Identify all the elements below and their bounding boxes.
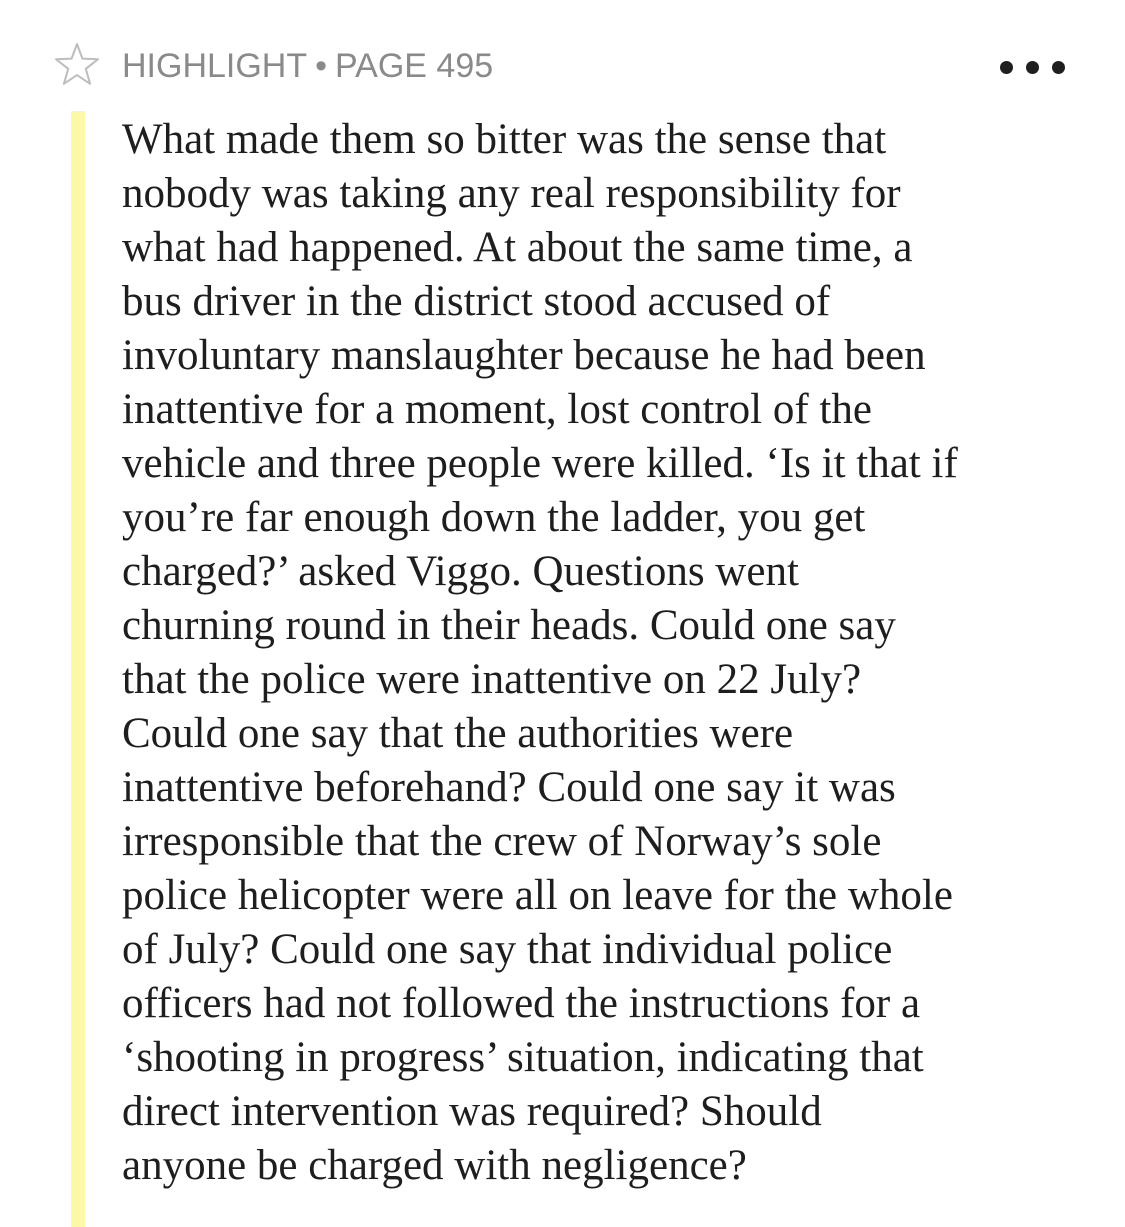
highlight-text-line: charged?’ asked Viggo. Questions went [122, 548, 799, 595]
highlight-text-line: bus driver in the district stood accused of [122, 278, 831, 325]
page-number-label: PAGE 495 [335, 47, 494, 85]
highlight-text-line: of July? Could one say that individual police [122, 926, 893, 973]
more-options-button[interactable] [990, 46, 1076, 90]
highlight-text-line: inattentive for a moment, lost control of the [122, 386, 872, 433]
highlight-text-line: vehicle and three people were killed. ‘Is it that if [122, 440, 958, 487]
highlight-text-line: direct intervention was required? Should [122, 1088, 822, 1135]
highlight-text-line: you’re far enough down the ladder, you get [122, 494, 866, 541]
highlight-color-bar [71, 111, 85, 1227]
more-horizontal-icon [1026, 61, 1039, 74]
highlight-type-label: HIGHLIGHT [122, 47, 308, 85]
more-horizontal-icon [1000, 61, 1013, 74]
highlight-text-line: ‘shooting in progress’ situation, indicating that [122, 1034, 924, 1081]
highlight-text-line: anyone be charged with negligence? [122, 1142, 747, 1189]
star-outline-icon[interactable] [52, 40, 102, 90]
highlight-text-line: irresponsible that the crew of Norway’s sole [122, 818, 882, 865]
highlight-text-line: police helicopter were all on leave for the whole [122, 872, 953, 919]
highlight-text[interactable] [122, 113, 1097, 1193]
highlight-text-line: inattentive beforehand? Could one say it was [122, 764, 896, 811]
highlight-text-line: involuntary manslaughter because he had been [122, 332, 926, 379]
highlight-text-line: officers had not followed the instructions for a [122, 980, 921, 1027]
highlight-text-line: what had happened. At about the same time, a [122, 224, 913, 271]
more-horizontal-icon [1052, 61, 1065, 74]
highlight-header [0, 0, 1125, 120]
highlight-text-line: What made them so bitter was the sense that [122, 116, 887, 163]
header-separator: • [315, 47, 328, 85]
highlight-text-line: Could one say that the authorities were [122, 710, 794, 757]
highlight-text-line: that the police were inattentive on 22 July? [122, 656, 862, 703]
highlight-text-line: churning round in their heads. Could one say [122, 602, 896, 649]
highlight-location-label [122, 44, 493, 88]
highlight-text-line: nobody was taking any real responsibility for [122, 170, 901, 217]
